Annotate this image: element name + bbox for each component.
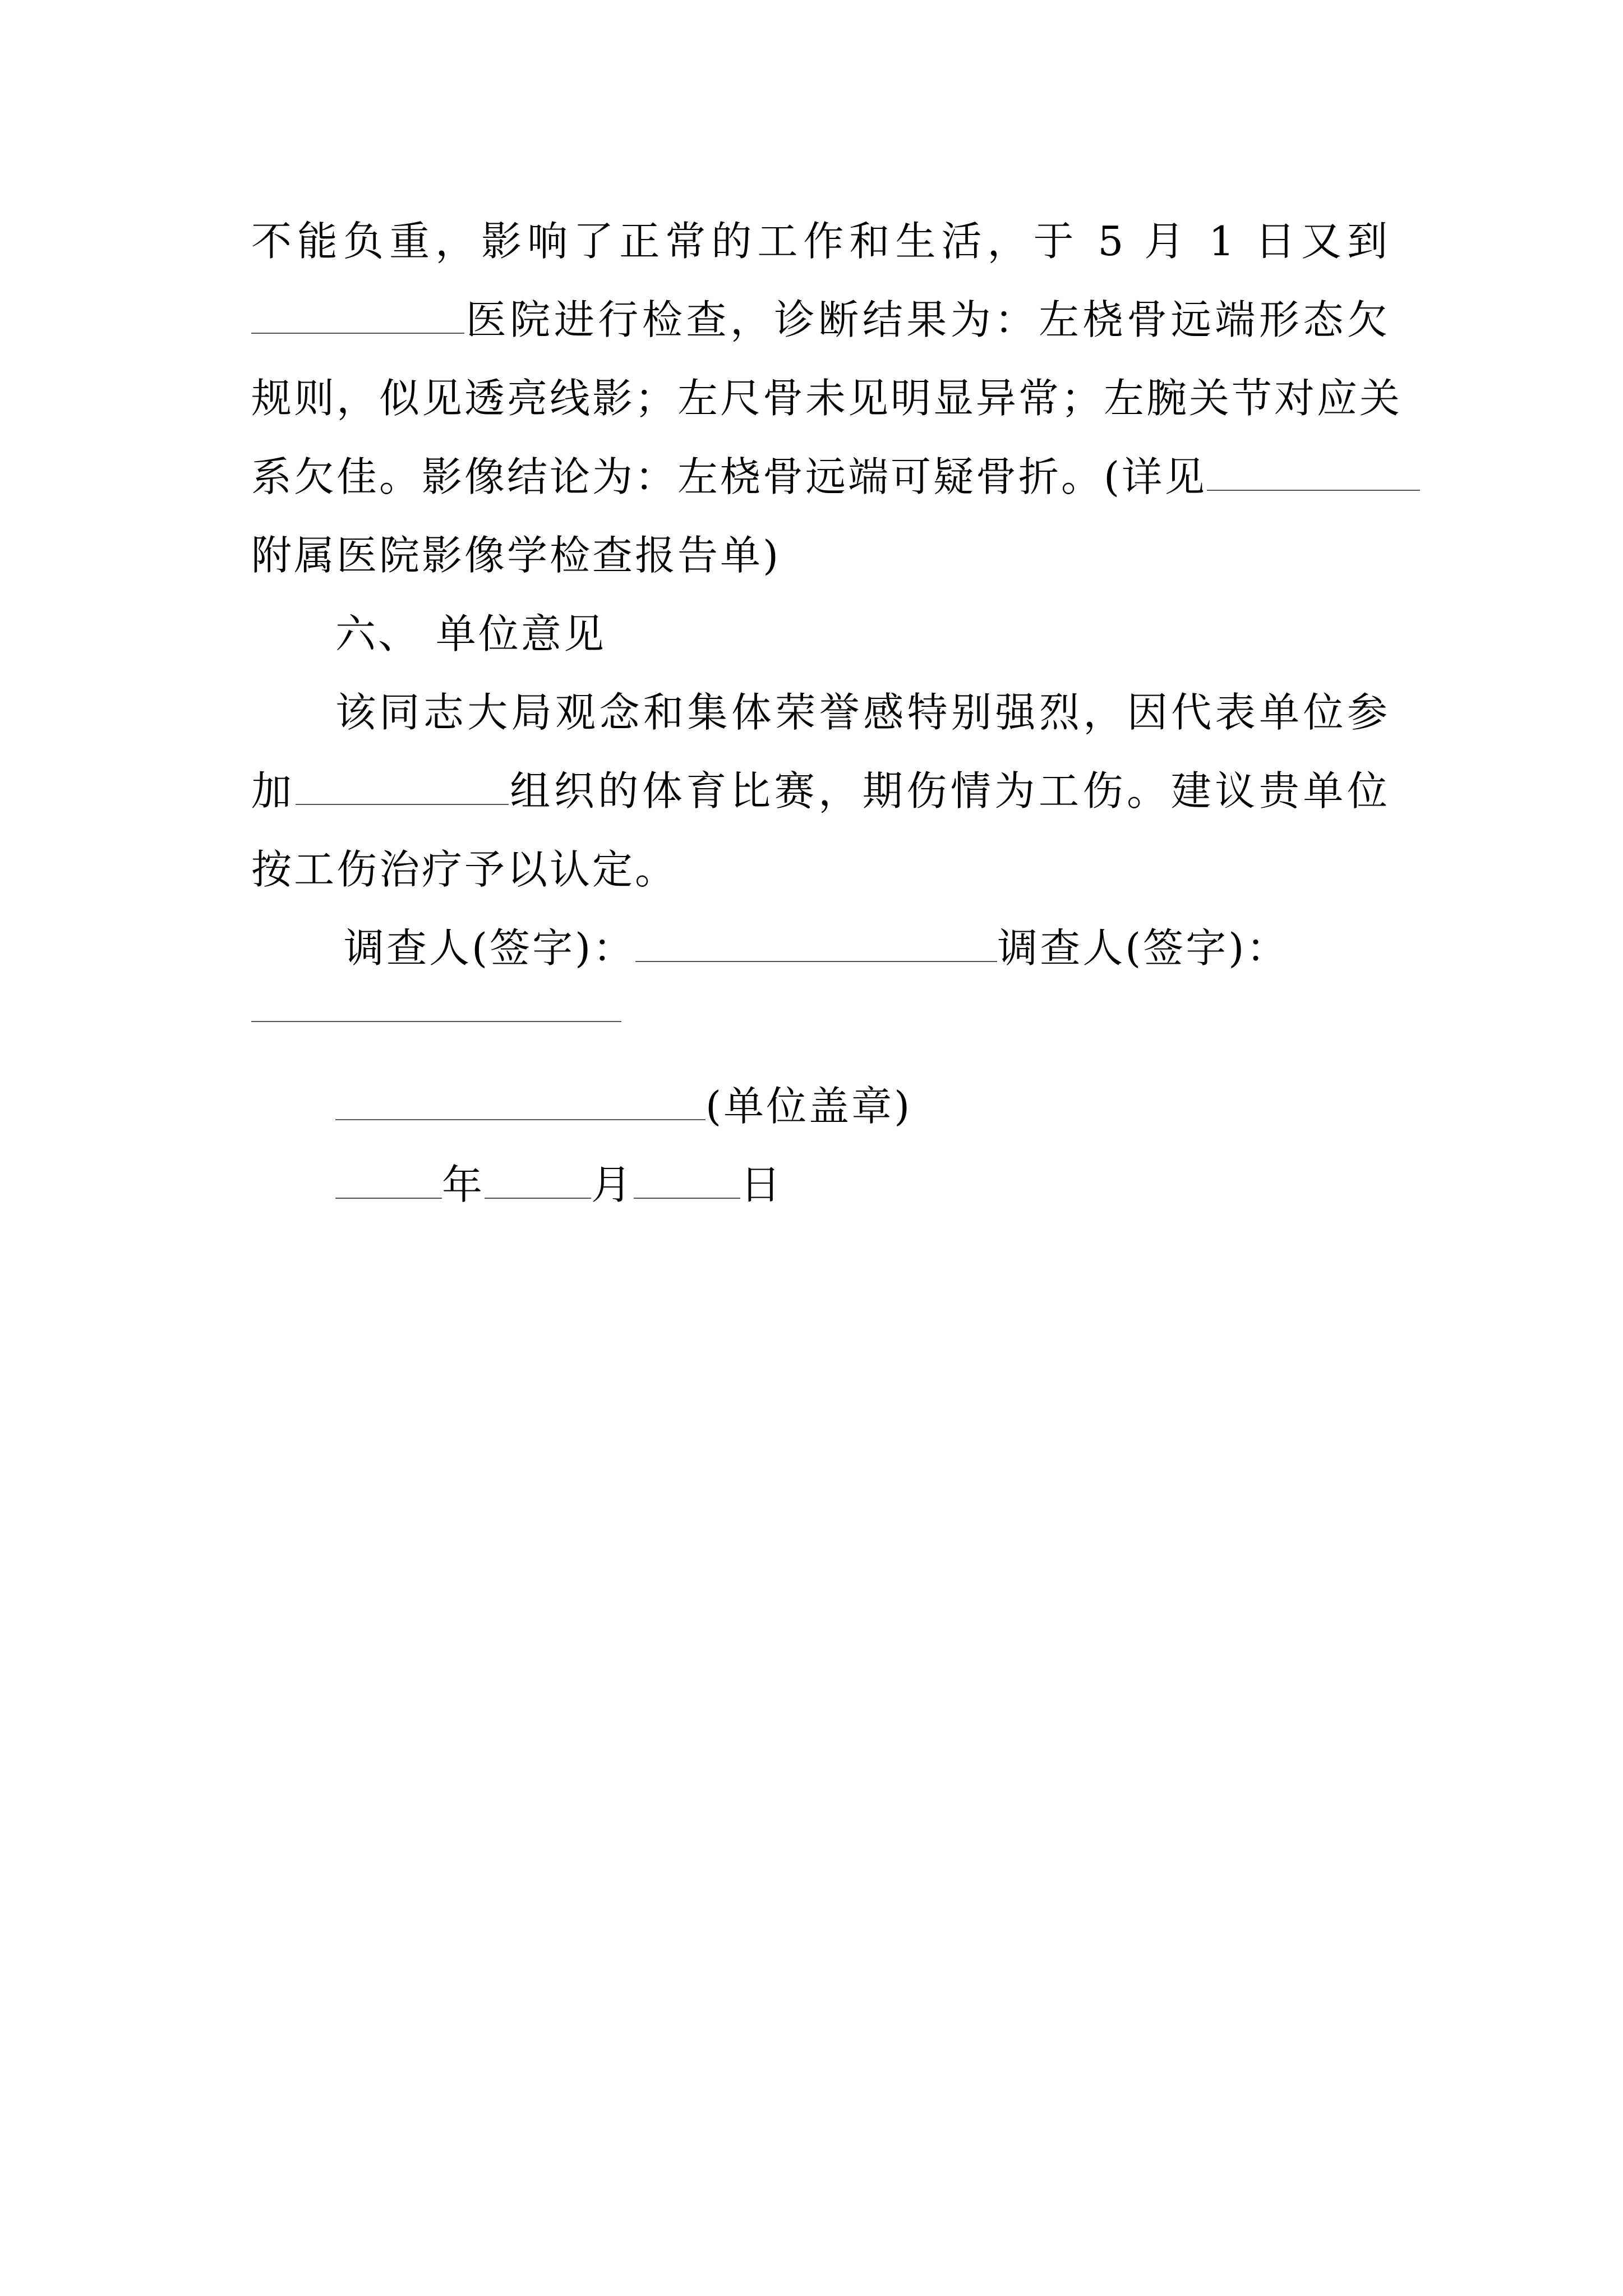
date-line (251, 1145, 1390, 1224)
day-label: 日 (740, 1161, 783, 1208)
paragraph-line-text: 系欠佳。影像结论为：左桡骨远端可疑骨折。(详见 (251, 453, 1207, 500)
section-heading: 六、 单位意见 (335, 610, 606, 657)
investigator-signature-field-2[interactable] (251, 987, 621, 1022)
organizer-blank[interactable] (296, 772, 509, 805)
opinion-line: 按工伤治疗予以认定。 (251, 846, 678, 893)
seal-label: (单位盖章) (706, 1083, 912, 1130)
seal-line (251, 1067, 1390, 1145)
year-label: 年 (442, 1161, 485, 1208)
month-label: 月 (591, 1161, 634, 1208)
year-blank[interactable] (335, 1166, 442, 1199)
investigator-label-2: 调查人(签字)： (997, 924, 1289, 972)
opinion-line-suffix: 组织的体育比赛，期伤情为工伤。建议贵单位 (508, 767, 1390, 815)
document-body (251, 202, 1403, 1224)
paragraph-line: 规则，似见透亮线影；左尺骨未见明显异常；左腕关节对应关 (251, 375, 1403, 422)
hospital-name-blank[interactable] (251, 301, 464, 334)
month-blank[interactable] (485, 1166, 591, 1199)
day-blank[interactable] (634, 1166, 740, 1199)
opinion-line (251, 752, 1390, 830)
report-hospital-blank[interactable] (1207, 458, 1420, 491)
paragraph-line: 不能负重，影响了正常的工作和生活，于 5 月 1 日又到 (251, 218, 1390, 265)
paragraph-line: 附属医院影像学检查报告单) (251, 532, 781, 579)
paragraph-line-text: 医院进行检查，诊断结果为：左桡骨远端形态欠 (464, 296, 1390, 343)
investigator-label-1: 调查人(签字)： (344, 924, 636, 972)
unit-name-blank[interactable] (335, 1088, 706, 1120)
opinion-line: 该同志大局观念和集体荣誉感特别强烈，因代表单位参 (335, 689, 1390, 736)
investigator-signature-field-1[interactable] (635, 930, 997, 962)
paragraph-line (251, 280, 1390, 359)
signature-line (251, 909, 1390, 987)
opinion-line-prefix: 加 (251, 767, 296, 815)
paragraph-line (251, 438, 1390, 516)
